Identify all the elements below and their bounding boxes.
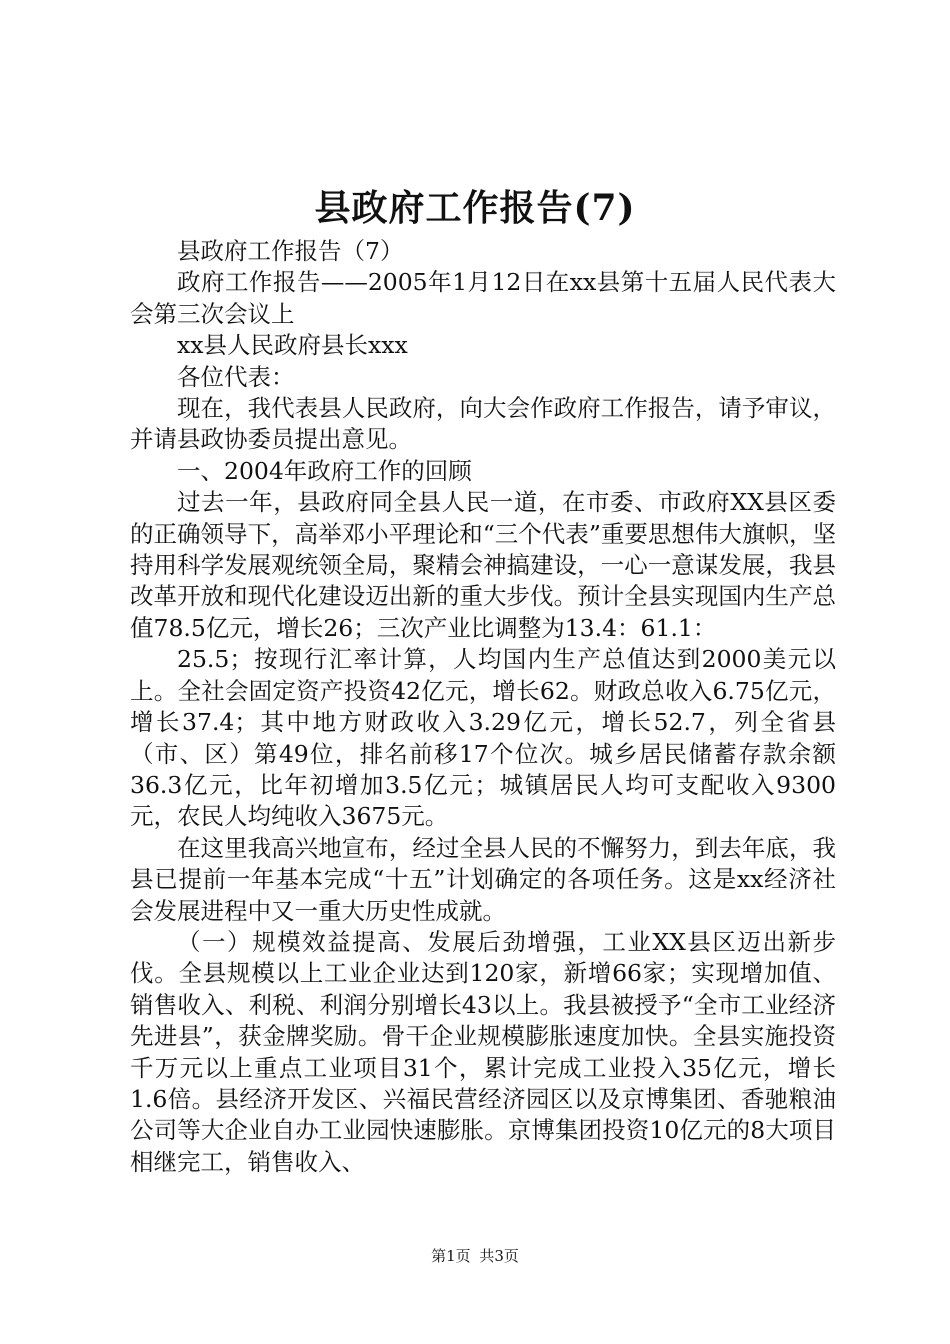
paragraph-review: 过去一年，县政府同全县人民一道，在市委、市政府XX县区委的正确领导下，高举邓小平理论和“三个代表”重要思想伟大旗帜，坚持用科学发展观统领全局，聚精会神搞建设，一心一意谋发展，我县改革开放和现代化建设迈出新的重大步伐。预计全县实现国内生产总值78.5亿元，增长26；三次产业比调整为13.4：61.1： — [130, 488, 836, 642]
paragraph-salutation: 各位代表： — [177, 362, 295, 391]
paragraph-industry: （一）规模效益提高、发展后劲增强，工业XX县区迈出新步伐。全县规模以上工业企业达到120家，新增66家；实现增加值、销售收入、利税、利润分别增长43以上。我县被授予“全市工业经济先进县”，获金牌奖励。骨干企业规模膨胀速度加快。全县实施投资千万元以上重点工业项目31个，累计完成工业投入35亿元，增长1.6倍。县经济开发区、兴福民营经济园区以及京博集团、香驰粮油公司等大企业自办工业园快速膨胀。京博集团投资10亿元的8大项目相继完工，销售收入、 — [130, 927, 836, 1176]
paragraph-section-heading: 一、2004年政府工作的回顾 — [177, 456, 472, 485]
paragraph-heading: 县政府工作报告（7） — [177, 237, 404, 265]
document-title: 县政府工作报告(7) — [314, 187, 636, 229]
paragraph-statistics: 25.5；按现行汇率计算，人均国内生产总值达到2000美元以上。全社会固定资产投资42亿元，增长62。财政总收入6.75亿元，增长37.4；其中地方财政收入3.29亿元，增长52.7，列全省县（市、区）第49位，排名前移17个位次。城乡居民储蓄存款余额36.3亿元，比年初增加3.5亿元；城镇居民人均可支配收入9300元，农民人均纯收入3675元。 — [130, 645, 836, 831]
page-number: 第1页 — [431, 1247, 471, 1265]
paragraph-speaker: xx县人民政府县长xxx — [177, 331, 408, 360]
paragraph-subtitle: 政府工作报告——2005年1月12日在xx县第十五届人民代表大会第三次会议上 — [130, 268, 836, 328]
document-body — [130, 236, 836, 1178]
paragraph-announcement: 在这里我高兴地宣布，经过全县人民的不懈努力，到去年底，我县已提前一年基本完成“十五”计划确定的各项任务。这是xx经济社会发展进程中又一重大历史性成就。 — [130, 833, 836, 925]
page-total: 共3页 — [479, 1247, 519, 1265]
paragraph-intro: 现在，我代表县人民政府，向大会作政府工作报告，请予审议，并请县政协委员提出意见。 — [130, 394, 836, 454]
page-footer — [0, 1246, 950, 1266]
